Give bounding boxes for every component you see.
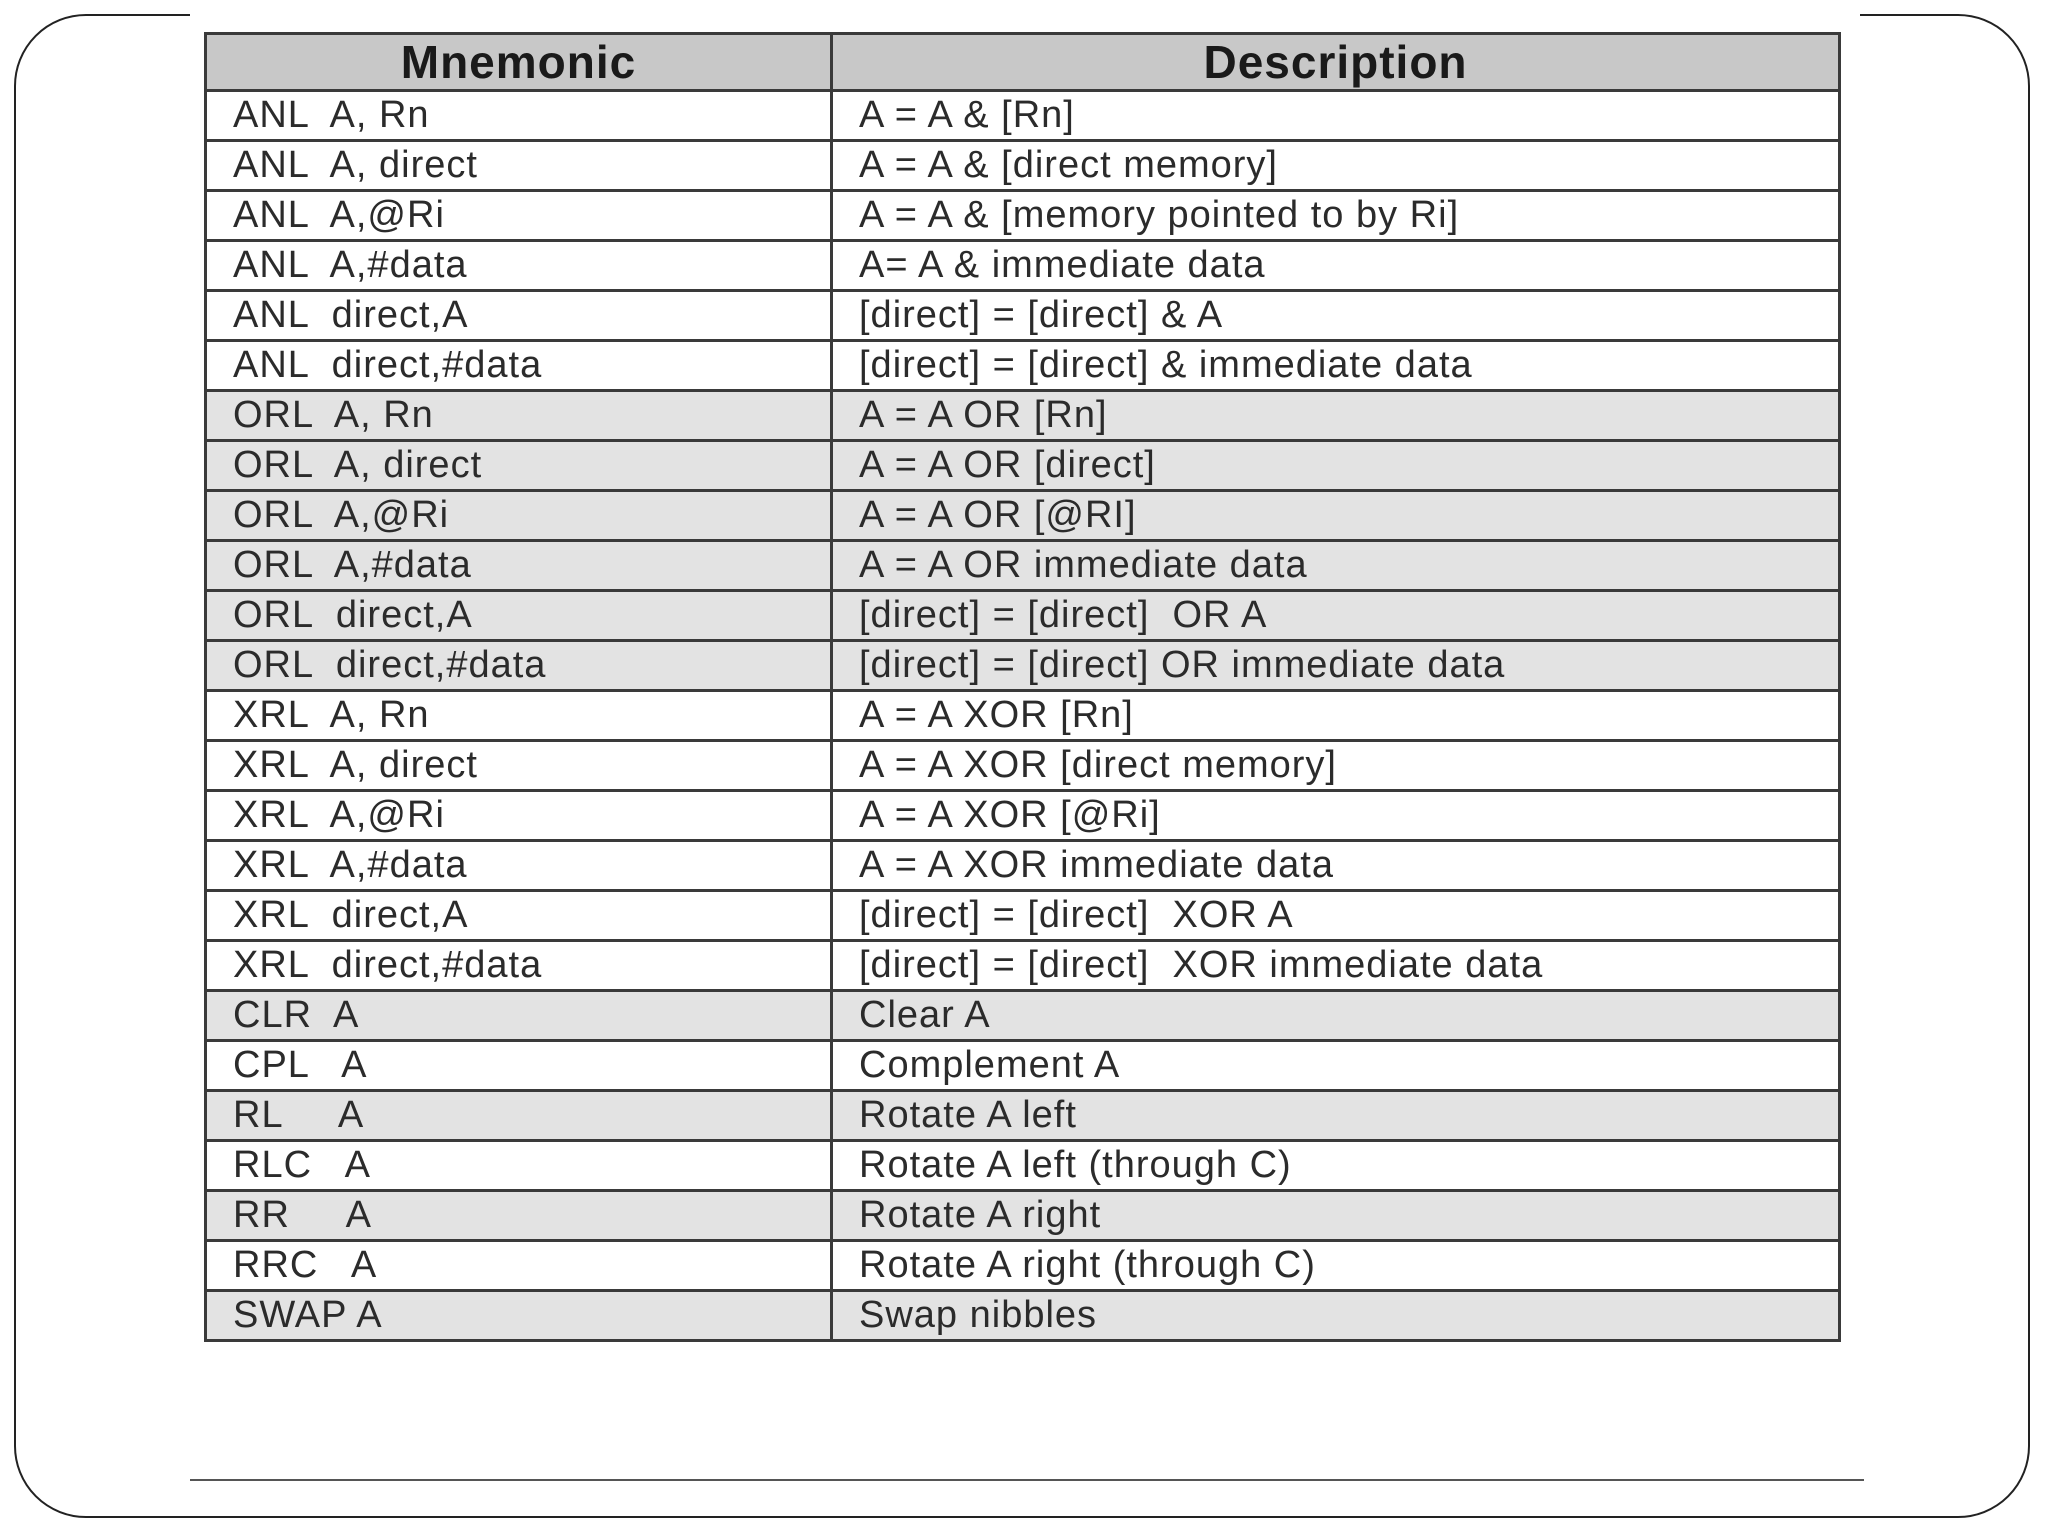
description-cell: Rotate A right [832, 1191, 1840, 1241]
mnemonic-cell: CLR A [206, 991, 832, 1041]
description-cell: A = A & [memory pointed to by Ri] [832, 191, 1840, 241]
table-row [206, 691, 1840, 741]
table-row [206, 1091, 1840, 1141]
table-row [206, 1191, 1840, 1241]
description-column-header: Description [832, 34, 1840, 91]
description-cell: [direct] = [direct] XOR immediate data [832, 941, 1840, 991]
table-row [206, 1241, 1840, 1291]
mnemonic-cell: CPL A [206, 1041, 832, 1091]
table-row [206, 141, 1840, 191]
table-row [206, 291, 1840, 341]
table-row [206, 491, 1840, 541]
mnemonic-cell: RRC A [206, 1241, 832, 1291]
description-cell: A = A OR [@RI] [832, 491, 1840, 541]
description-cell: [direct] = [direct] XOR A [832, 891, 1840, 941]
mnemonic-cell: ORL direct,A [206, 591, 832, 641]
mnemonic-cell: ANL direct,#data [206, 341, 832, 391]
table-row [206, 1041, 1840, 1091]
table-row [206, 341, 1840, 391]
frame-top-gap [190, 6, 1860, 26]
table-row [206, 91, 1840, 141]
description-cell: Rotate A right (through C) [832, 1241, 1840, 1291]
mnemonic-cell: ANL direct,A [206, 291, 832, 341]
table-row [206, 241, 1840, 291]
instruction-table-panel [190, 26, 1864, 1480]
mnemonic-column-header: Mnemonic [206, 34, 832, 91]
description-cell: A = A XOR [@Ri] [832, 791, 1840, 841]
table-row [206, 191, 1840, 241]
description-cell: Clear A [832, 991, 1840, 1041]
table-row [206, 991, 1840, 1041]
mnemonic-cell: XRL direct,#data [206, 941, 832, 991]
description-cell: Complement A [832, 1041, 1840, 1091]
mnemonic-cell: SWAP A [206, 1291, 832, 1341]
mnemonic-cell: ORL direct,#data [206, 641, 832, 691]
mnemonic-cell: XRL A, Rn [206, 691, 832, 741]
table-body [206, 91, 1840, 1341]
mnemonic-cell: ANL A, direct [206, 141, 832, 191]
table-row [206, 541, 1840, 591]
description-cell: A = A & [direct memory] [832, 141, 1840, 191]
description-cell: [direct] = [direct] OR A [832, 591, 1840, 641]
table-row [206, 591, 1840, 641]
table-row [206, 1141, 1840, 1191]
table-row [206, 891, 1840, 941]
mnemonic-cell: XRL A,#data [206, 841, 832, 891]
mnemonic-cell: ANL A, Rn [206, 91, 832, 141]
description-cell: A = A OR immediate data [832, 541, 1840, 591]
table-row [206, 791, 1840, 841]
table-row [206, 941, 1840, 991]
table-row [206, 441, 1840, 491]
mnemonic-cell: ANL A,#data [206, 241, 832, 291]
description-cell: A = A XOR [Rn] [832, 691, 1840, 741]
mnemonic-cell: ORL A, Rn [206, 391, 832, 441]
description-cell: [direct] = [direct] & A [832, 291, 1840, 341]
description-cell: A= A & immediate data [832, 241, 1840, 291]
description-cell: Rotate A left (through C) [832, 1141, 1840, 1191]
table-row [206, 391, 1840, 441]
description-cell: Rotate A left [832, 1091, 1840, 1141]
logical-instructions-table [204, 32, 1841, 1342]
table-bottom-rule [190, 1479, 1864, 1481]
mnemonic-cell: XRL A, direct [206, 741, 832, 791]
mnemonic-cell: XRL direct,A [206, 891, 832, 941]
mnemonic-cell: RLC A [206, 1141, 832, 1191]
description-cell: [direct] = [direct] & immediate data [832, 341, 1840, 391]
table-row [206, 1291, 1840, 1341]
description-cell: [direct] = [direct] OR immediate data [832, 641, 1840, 691]
mnemonic-cell: ORL A,#data [206, 541, 832, 591]
table-row [206, 641, 1840, 691]
table-row [206, 741, 1840, 791]
mnemonic-cell: XRL A,@Ri [206, 791, 832, 841]
mnemonic-cell: ORL A, direct [206, 441, 832, 491]
description-cell: Swap nibbles [832, 1291, 1840, 1341]
mnemonic-cell: ORL A,@Ri [206, 491, 832, 541]
mnemonic-cell: ANL A,@Ri [206, 191, 832, 241]
table-header-row [206, 34, 1840, 91]
description-cell: A = A & [Rn] [832, 91, 1840, 141]
mnemonic-cell: RR A [206, 1191, 832, 1241]
table-row [206, 841, 1840, 891]
description-cell: A = A XOR [direct memory] [832, 741, 1840, 791]
description-cell: A = A OR [Rn] [832, 391, 1840, 441]
description-cell: A = A OR [direct] [832, 441, 1840, 491]
mnemonic-cell: RL A [206, 1091, 832, 1141]
description-cell: A = A XOR immediate data [832, 841, 1840, 891]
